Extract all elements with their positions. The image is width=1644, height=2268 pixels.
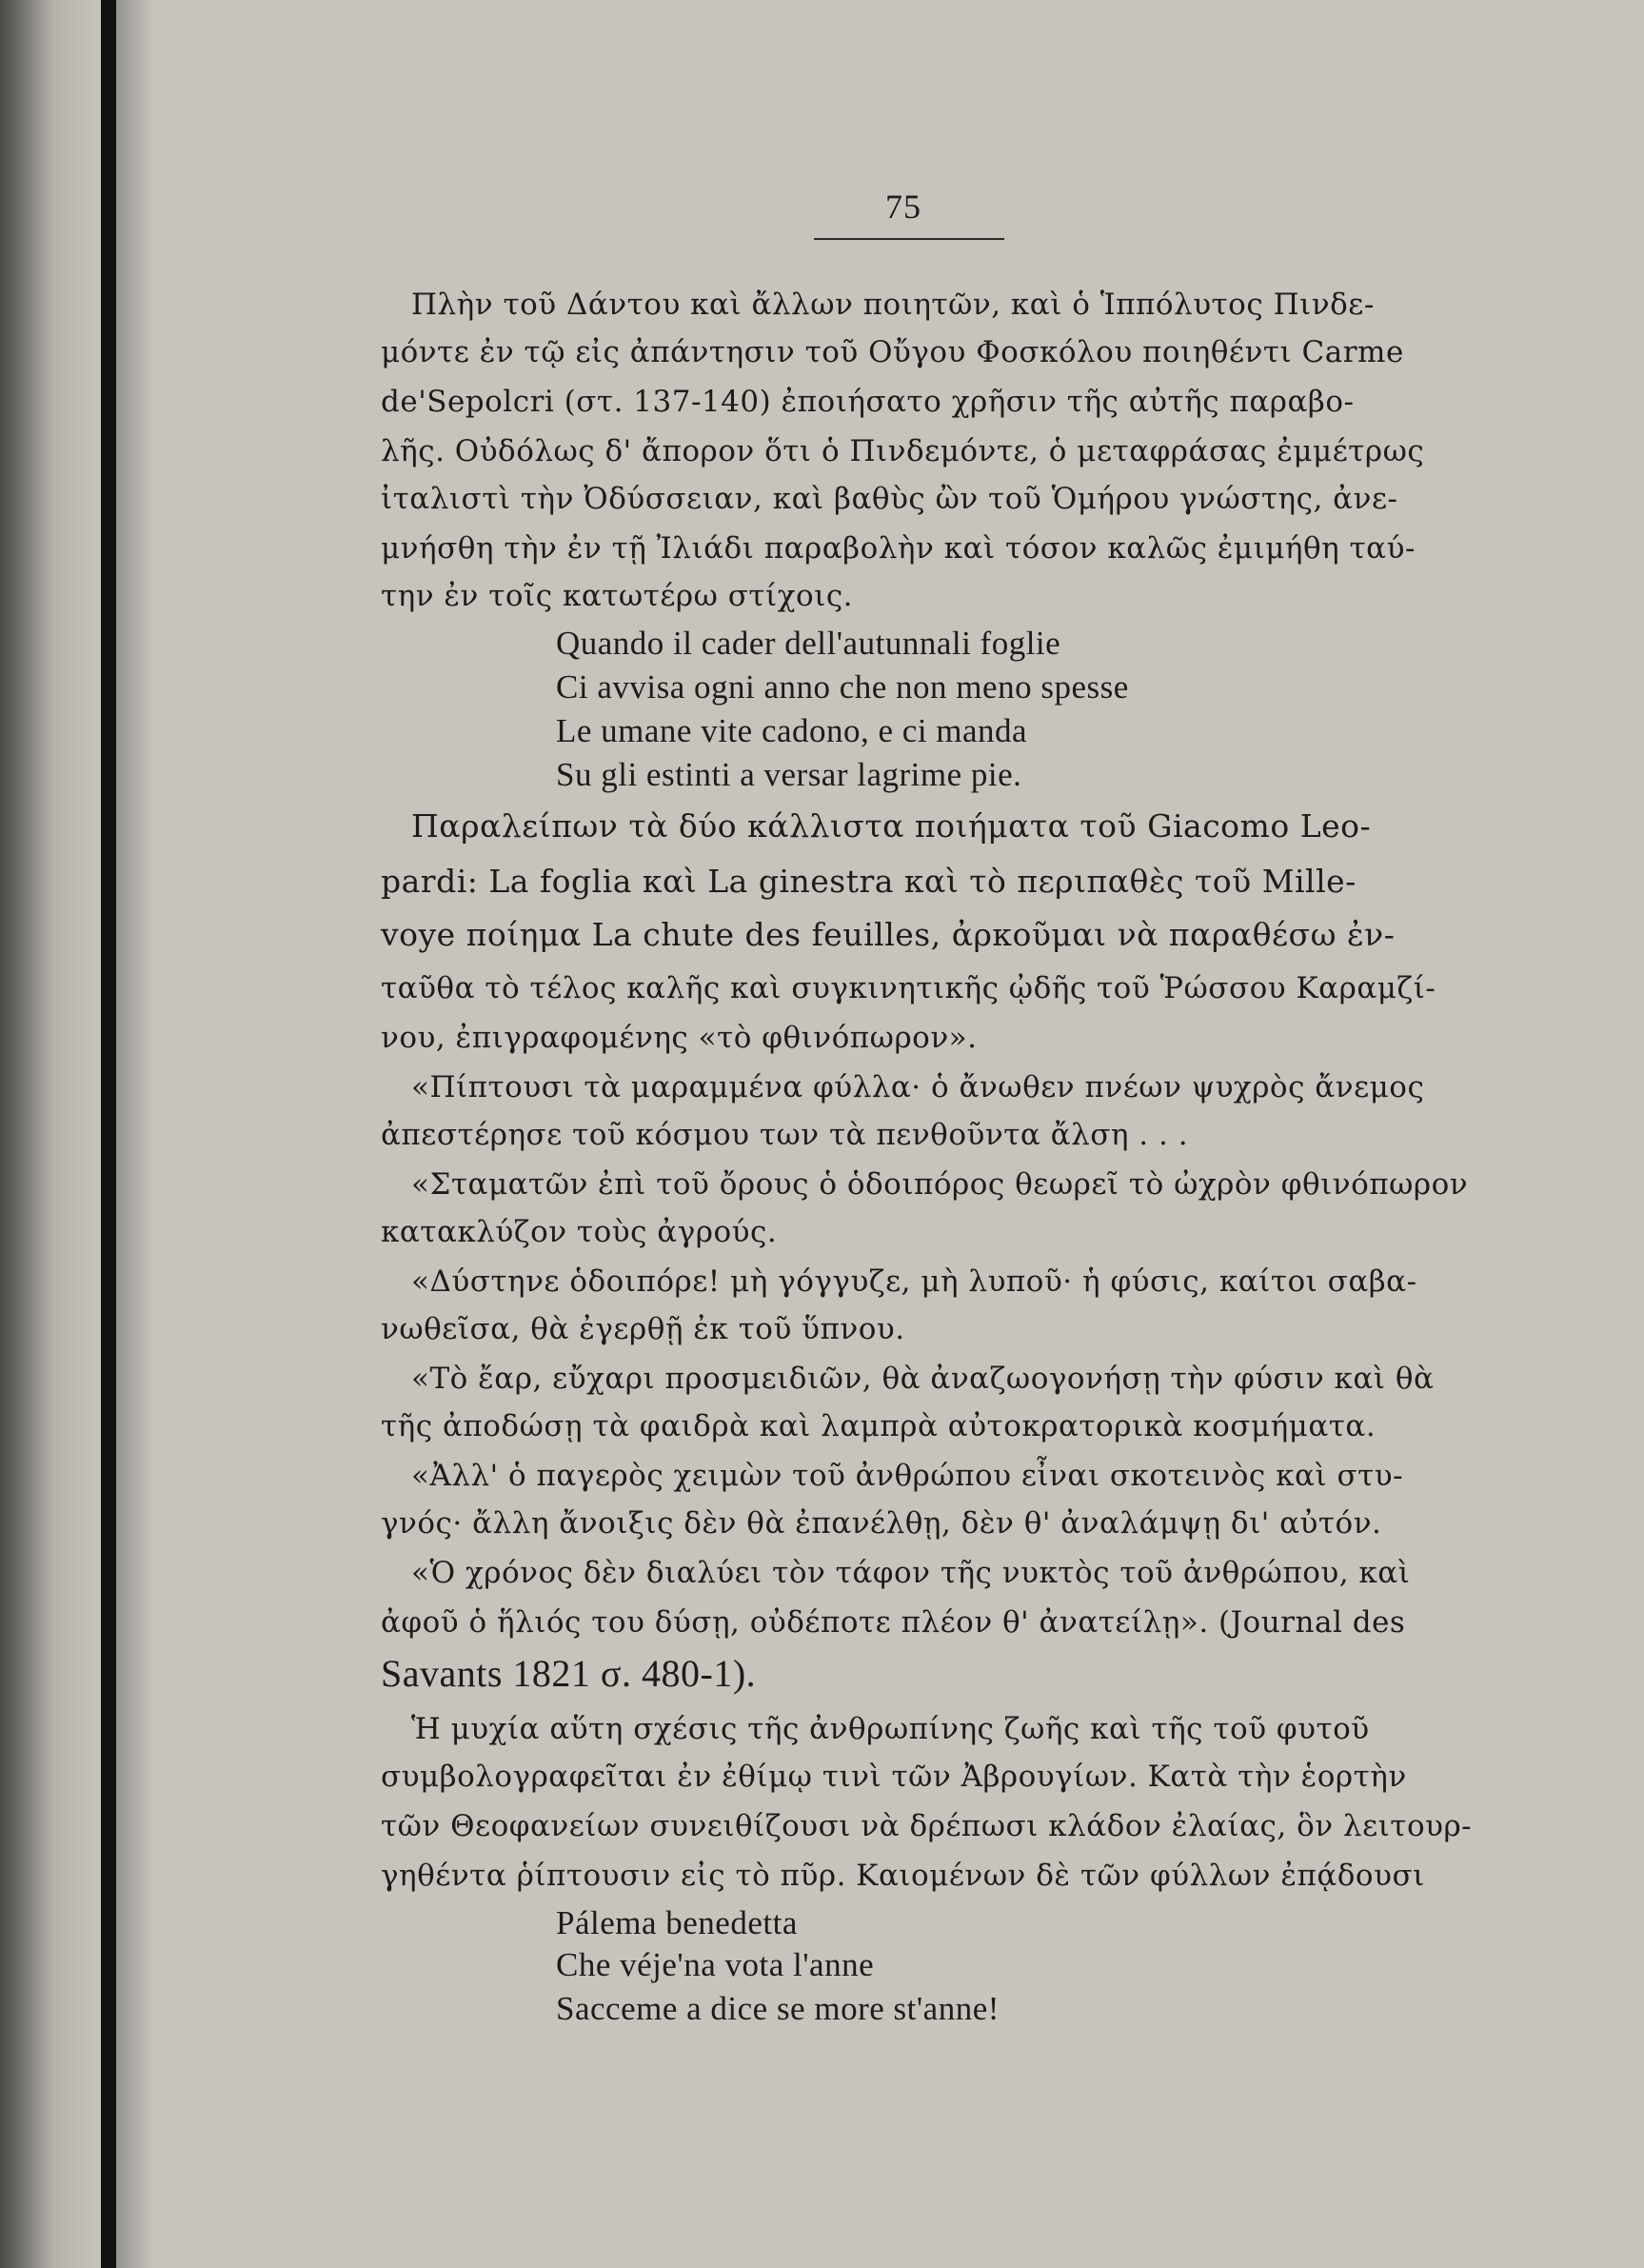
text-line-26: Ἡ μυχία αὕτη σχέσις τῆς ἀνθρωπίνης ζωῆς καὶ τῆς τοῦ φυτοῦ: [411, 1712, 1370, 1746]
text-line-8: Παραλείπων τὰ δύο κάλλιστα ποιήματα τοῦ Giacomo Leo-: [411, 807, 1372, 845]
text-line-7: την ἐν τοῖς κατωτέρω στίχοις.: [381, 579, 854, 613]
page-number-rule: [814, 238, 1004, 240]
text-line-28: τῶν Θεοφανείων συνειθίζουσι νὰ δρέπωσι κλάδον ἐλαίας, ὃν λειτουρ-: [381, 1809, 1473, 1843]
text-line-12: νου, ἐπιγραφομένης «τὸ φθινόπωρον».: [381, 1021, 978, 1055]
text-line-14: ἀπεστέρησε τοῦ κόσμου των τὰ πενθοῦντα ἄλση . . .: [381, 1118, 1189, 1152]
page-number: 75: [885, 188, 921, 226]
text-line-2: μόντε ἐν τῷ εἰς ἀπάντησιν τοῦ Οὔγου Φοσκόλου ποιηθέντι Carme: [381, 335, 1404, 369]
text-line-25: Savants 1821 σ. 480-1).: [381, 1652, 757, 1695]
text-line-6: μνήσθη τὴν ἐν τῇ Ἰλιάδι παραβολὴν καὶ τόσον καλῶς ἐμιμήθη ταύ-: [381, 531, 1416, 566]
verse-line-1: Quando il cader dell'autunnali foglie: [556, 625, 1061, 662]
text-line-23: «Ὁ χρόνος δὲν διαλύει τὸν τάφον τῆς νυκτὸς τοῦ ἀνθρώπου, καὶ: [411, 1556, 1411, 1590]
verse-line-2: Ci avvisa ogni anno che non meno spesse: [556, 668, 1129, 706]
text-line-21: «Ἀλλ' ὁ παγερὸς χειμὼν τοῦ ἀνθρώπου εἶναι σκοτεινὸς καὶ στυ-: [411, 1459, 1404, 1493]
verse-line-5: Pálema benedetta: [556, 1904, 798, 1941]
text-line-29: γηθέντα ῥίπτουσιν εἰς τὸ πῦρ. Καιομένων δὲ τῶν φύλλων ἐπᾴδουσι: [381, 1859, 1425, 1893]
text-line-13: «Πίπτουσι τὰ μαραμμένα φύλλα· ὁ ἄνωθεν πνέων ψυχρὸς ἄνεμος: [411, 1070, 1425, 1104]
text-line-15: «Σταματῶν ἐπὶ τοῦ ὄρους ὁ ὁδοιπόρος θεωρεῖ τὸ ὠχρὸν φθινόπωρον: [411, 1167, 1469, 1202]
page-fold-shadow: [116, 0, 154, 2268]
text-line-1: Πλὴν τοῦ Δάντου καὶ ἄλλων ποιητῶν, καὶ ὁ Ἱππόλυτος Πινδε-: [411, 288, 1375, 322]
text-line-4: λῆς. Οὐδόλως δ' ἄπορον ὅτι ὁ Πινδεμόντε, ὁ μεταφράσας ἐμμέτρως: [381, 434, 1425, 468]
verse-line-7: Sacceme a dice se more st'anne!: [556, 1990, 1000, 2027]
verse-line-3: Le umane vite cadono, e ci manda: [556, 712, 1028, 749]
text-line-20: τῆς ἀποδώσῃ τὰ φαιδρὰ καὶ λαμπρὰ αὐτοκρατορικὰ κοσμήματα.: [381, 1409, 1377, 1443]
text-line-18: νωθεῖσα, θὰ ἐγερθῇ ἐκ τοῦ ὕπνου.: [381, 1312, 905, 1346]
text-line-5: ἰταλιστὶ τὴν Ὀδύσσειαν, καὶ βαθὺς ὢν τοῦ Ὁμήρου γνώστης, ἀνε-: [381, 482, 1398, 516]
text-line-27: συμβολογραφεῖται ἐν ἐθίμῳ τινὶ τῶν Ἀβρουγίων. Κατὰ τὴν ἑορτὴν: [381, 1760, 1407, 1794]
text-line-10: voye ποίημα La chute des feuilles, ἀρκοῦμαι νὰ παραθέσω ἐν-: [381, 916, 1396, 953]
text-line-9: pardi: La foglia καὶ La ginestra καὶ τὸ περιπαθὲς τοῦ Mille-: [381, 863, 1357, 900]
verse-line-6: Che véje'na vota l'anne: [556, 1946, 875, 1983]
text-line-11: ταῦθα τὸ τέλος καλῆς καὶ συγκινητικῆς ᾠδῆς τοῦ Ῥώσσου Καραμζί-: [381, 971, 1436, 1005]
text-line-17: «Δύστηνε ὁδοιπόρε! μὴ γόγγυζε, μὴ λυποῦ· ἡ φύσις, καίτοι σαβα-: [411, 1264, 1417, 1299]
verse-line-4: Su gli estinti a versar lagrime pie.: [556, 756, 1022, 793]
text-line-3: de'Sepolcri (στ. 137-140) ἐποιήσατο χρῆσιν τῆς αὐτῆς παραβο-: [381, 385, 1355, 419]
book-gutter-shadow: [0, 0, 97, 2268]
book-binding-edge: [101, 0, 116, 2268]
text-line-22: γνός· ἄλλη ἄνοιξις δὲν θὰ ἐπανέλθῃ, δὲν θ' ἀναλάμψῃ δι' αὐτόν.: [381, 1506, 1382, 1541]
text-line-19: «Τὸ ἔαρ, εὔχαρι προσμειδιῶν, θὰ ἀναζωογονήσῃ τὴν φύσιν καὶ θὰ: [411, 1362, 1435, 1396]
text-line-16: κατακλύζον τοὺς ἀγρούς.: [381, 1215, 778, 1249]
text-line-24: ἀφοῦ ὁ ἥλιός του δύσῃ, οὐδέποτε πλέον θ' ἀνατείλῃ». (Journal des: [381, 1605, 1406, 1640]
